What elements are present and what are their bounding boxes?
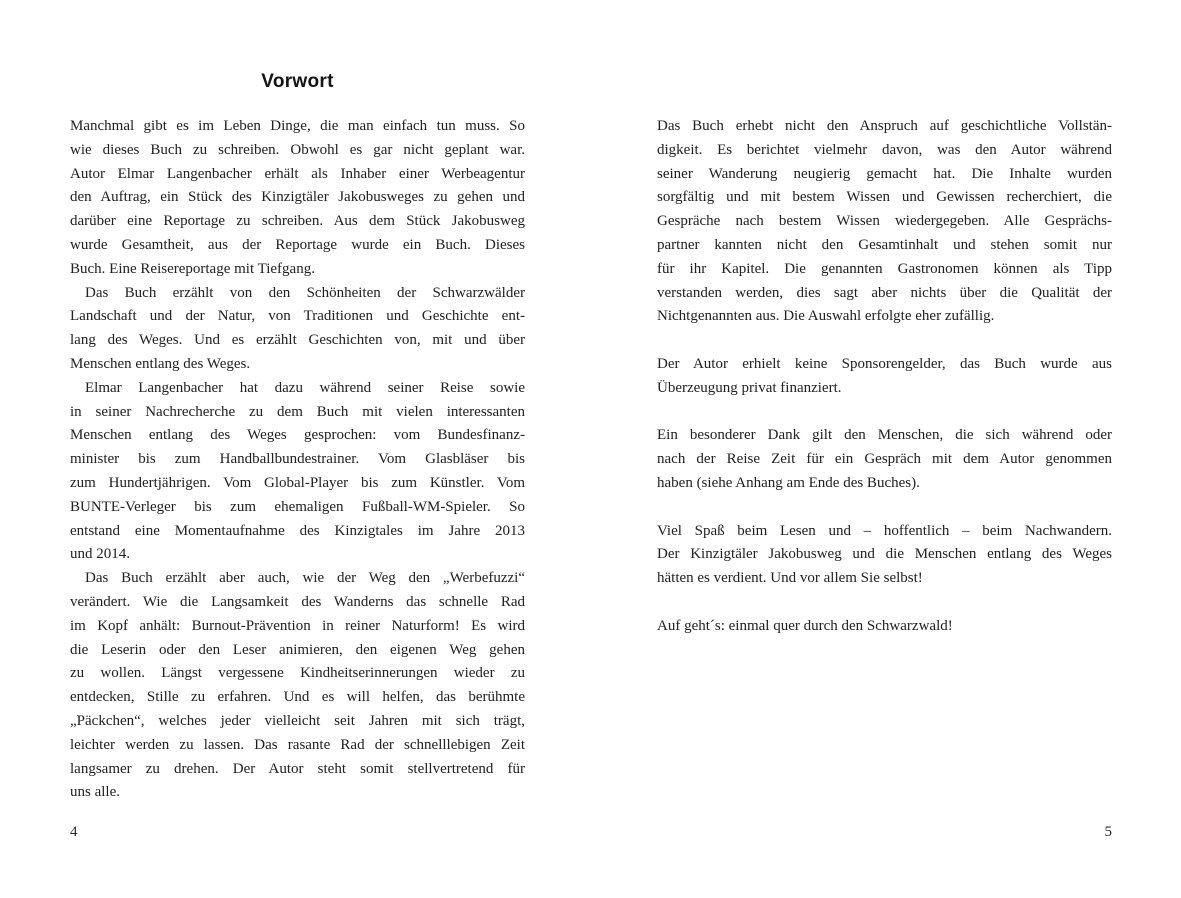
paragraph — [70, 115, 525, 282]
text-line: im Kopf anhält: Burnout-Prävention in reiner Naturform! Es wird — [70, 617, 525, 634]
text-line: Ein besonderer Dank gilt den Menschen, die sich während oder — [657, 427, 1112, 444]
right-page-text — [657, 115, 1112, 639]
chapter-title: Vorwort — [261, 71, 334, 92]
paragraph — [657, 615, 1112, 639]
paragraph — [70, 377, 525, 567]
text-line: darüber eine Reportage zu schreiben. Aus dem Stück Jakobusweg — [70, 213, 525, 230]
left-page-text — [70, 115, 525, 805]
left-page — [70, 0, 525, 898]
text-line: Landschaft und der Natur, von Traditionen und Geschichte ent- — [70, 308, 525, 325]
text-line: Nichtgenannten aus. Die Auswahl erfolgte eher zufällig. — [657, 308, 995, 325]
text-line: seiner Wanderung neugierig gemacht hat. Die Inhalte wurden — [657, 165, 1112, 182]
text-line: uns alle. — [70, 784, 120, 801]
text-line: digkeit. Es berichtet vielmehr davon, was den Autor während — [657, 141, 1112, 158]
text-line: Das Buch erhebt nicht den Anspruch auf geschichtliche Vollstän- — [657, 118, 1112, 134]
text-line: haben (siehe Anhang am Ende des Buches). — [657, 474, 920, 491]
text-line: hätten es verdient. Und vor allem Sie selbst! — [657, 570, 923, 587]
page-number-left: 4 — [70, 824, 78, 840]
text-line: in seiner Nachrecherche zu dem Buch mit vielen interessanten — [70, 403, 525, 420]
text-line: „Päckchen“, welches jeder vielleicht seit Jahren mit sich trägt, — [70, 712, 525, 729]
text-line: wie dieses Buch zu schreiben. Obwohl es gar nicht geplant war. — [70, 141, 525, 158]
text-line: zu wollen. Längst vergessene Kindheitserinnerungen wieder zu — [70, 665, 525, 682]
text-line: partner kannten nicht den Gesamtinhalt und stehen somit nur — [657, 236, 1112, 253]
text-line: entstand eine Momentaufnahme des Kinzigtales im Jahre 2013 — [70, 522, 525, 539]
text-line: lang des Weges. Und es erzählt Geschichten von, mit und über — [70, 332, 525, 349]
text-line: verändert. Wie die Langsamkeit des Wanderns das schnelle Rad — [70, 593, 525, 610]
text-line: verstanden werden, dies sagt aber nichts über die Qualität der — [657, 284, 1112, 301]
text-line: Der Kinzigtäler Jakobusweg und die Menschen entlang des Weges — [657, 546, 1112, 563]
text-line: Elmar Langenbacher hat dazu während seiner Reise sowie — [85, 379, 525, 396]
text-line: Auf geht´s: einmal quer durch den Schwarzwald! — [657, 617, 953, 634]
text-line: die Leserin oder den Leser animieren, den eigenen Weg gehen — [70, 641, 525, 658]
text-line: und 2014. — [70, 546, 130, 563]
paragraph — [70, 282, 525, 377]
text-line: für ihr Kapitel. Die genannten Gastronomen können als Tipp — [657, 260, 1112, 277]
text-line: zum Hundertjährigen. Vom Global-Player bis zum Künstler. Vom — [70, 474, 525, 491]
text-line: langsamer zu drehen. Der Autor steht somit stellvertretend für — [70, 760, 525, 777]
text-line: Autor Elmar Langenbacher erhält als Inhaber einer Werbeagentur — [70, 165, 525, 182]
paragraph — [657, 424, 1112, 495]
text-line: Das Buch erzählt von den Schönheiten der Schwarzwälder — [85, 284, 525, 301]
text-line: Gespräche nach bestem Wissen wiedergegeben. Alle Gesprächs- — [657, 213, 1112, 230]
text-line: BUNTE-Verleger bis zum ehemaligen Fußball-WM-Spieler. So — [70, 498, 525, 515]
paragraph — [657, 520, 1112, 591]
text-line: Das Buch erzählt aber auch, wie der Weg den „Werbefuzzi“ — [85, 570, 525, 587]
text-line: Manchmal gibt es im Leben Dinge, die man einfach tun muss. So — [70, 118, 525, 134]
text-line: wurde Gesamtheit, aus der Reportage wurde ein Buch. Dieses — [70, 236, 525, 253]
text-line: den Auftrag, ein Stück des Kinzigtäler Jakobusweges zu gehen und — [70, 189, 525, 206]
paragraph — [657, 353, 1112, 401]
text-line: Buch. Eine Reisereportage mit Tiefgang. — [70, 260, 315, 277]
page-number-right: 5 — [1104, 824, 1112, 840]
text-line: minister bis zum Handballbundestrainer. Vom Glasbläser bis — [70, 451, 525, 468]
text-line: leichter werden zu lassen. Das rasante Rad der schnelllebigen Zeit — [70, 736, 525, 753]
text-line: Menschen entlang des Weges gesprochen: vom Bundesfinanz- — [70, 427, 525, 444]
text-line: sorgfältig und mit bestem Wissen und Gewissen recherchiert, die — [657, 189, 1112, 206]
text-line: Überzeugung privat finanziert. — [657, 379, 842, 396]
paragraph — [70, 567, 525, 805]
text-line: Der Autor erhielt keine Sponsorengelder, das Buch wurde aus — [657, 355, 1112, 372]
text-line: nach der Reise Zeit für ein Gespräch mit dem Autor genommen — [657, 451, 1112, 468]
text-line: entdecken, Stille zu erfahren. Und es will helfen, das berühmte — [70, 689, 525, 706]
paragraph — [657, 115, 1112, 329]
text-line: Menschen entlang des Weges. — [70, 355, 251, 372]
right-page — [657, 0, 1112, 898]
text-line: Viel Spaß beim Lesen und – hoffentlich – beim Nachwandern. — [657, 522, 1112, 539]
